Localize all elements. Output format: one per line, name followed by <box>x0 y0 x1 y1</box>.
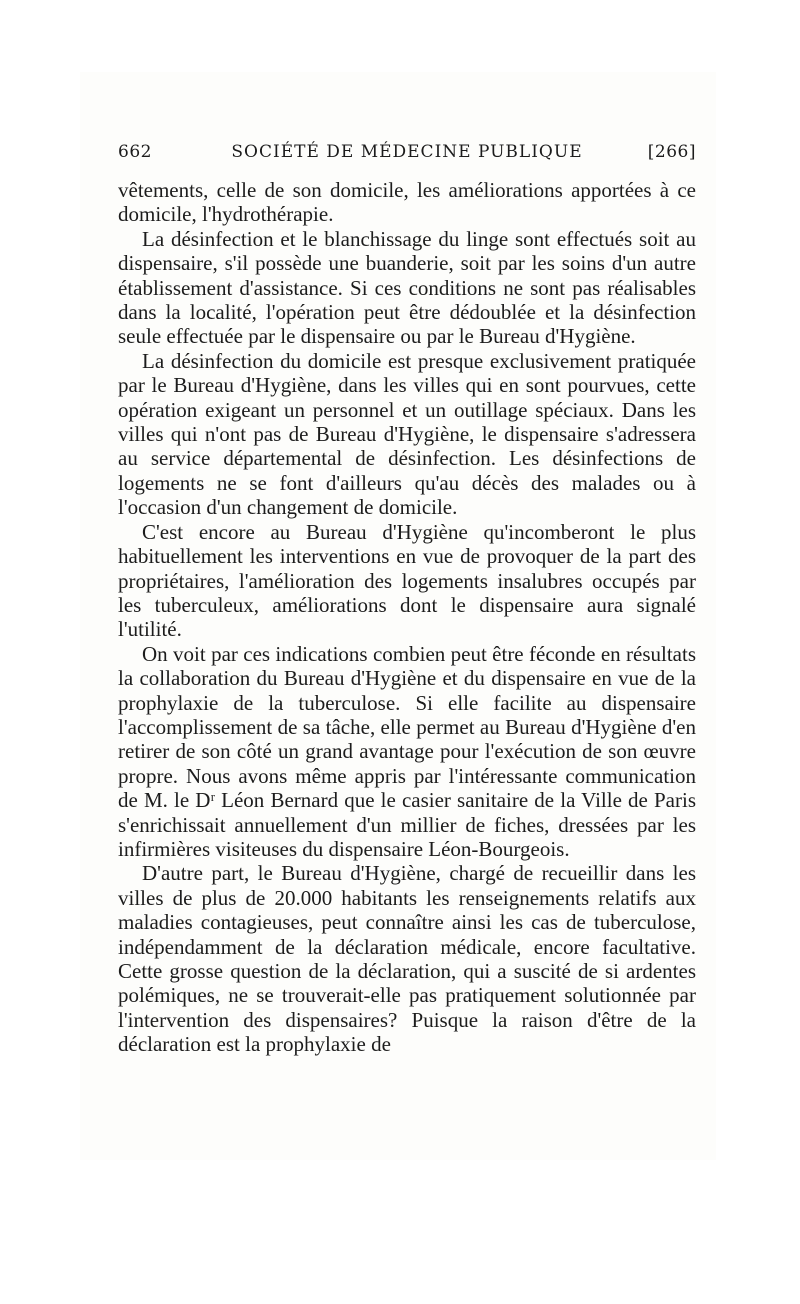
page-header <box>118 142 696 168</box>
paragraph: vêtements, celle de son domicile, les améliorations apportées à ce domicile, l'hydrothérapie. <box>118 178 696 227</box>
body-text <box>118 178 696 1057</box>
paragraph: La désinfection et le blanchissage du linge sont effectués soit au dispensaire, s'il possède une buanderie, soit par les soins d'un autre établissement d'assistance. Si ces conditions ne sont pas réalisables dans la localité, l'opération peut être dédoublée et la désinfection seule effectuée par le dispensaire ou par le Bureau d'Hygiène. <box>118 226 696 349</box>
folio-number: [266] <box>647 142 696 162</box>
paragraph: On voit par ces indications combien peut être féconde en résultats la collaboration du Bureau d'Hygiène et du dispensaire en vue de la prophylaxie de la tuberculose. Si elle facilite au dispensaire l'accomplissement de sa tâche, elle permet au Bureau d'Hygiène d'en retirer de son côté un grand avantage pour l'exécution de son œuvre propre. Nous avons même appris par l'intéressante communication de M. le Dʳ Léon Bernard que le casier sanitaire de la Ville de Paris s'enrichissait annuellement d'un millier de fiches, dressées par les infirmières visiteuses du dispensaire Léon-Bourgeois. <box>118 641 696 861</box>
paragraph: La désinfection du domicile est presque exclusivement pratiquée par le Bureau d'Hygiène, dans les villes qui en sont pourvues, cette opération exigeant un personnel et un outillage spéciaux. Dans les villes qui n'ont pas de Bureau d'Hygiène, le dispensaire s'adressera au service départemental de désinfection. Les désinfections de logements ne se font d'ailleurs qu'au décès des malades ou à l'occasion d'un changement de domicile. <box>118 348 696 520</box>
page-number: 662 <box>118 142 152 162</box>
paragraph: D'autre part, le Bureau d'Hygiène, chargé de recueillir dans les villes de plus de 20.000 habitants les renseignements relatifs aux maladies contagieuses, peut connaître ainsi les cas de tuberculose, indépendamment de la déclaration médicale, encore facultative. Cette grosse question de la déclaration, qui a suscité de si ardentes polémiques, ne se trouverait-elle pas pratiquement solutionnée par l'intervention des dispensaires? Puisque la raison d'être de la déclaration est la prophylaxie de <box>118 861 696 1057</box>
paragraph: C'est encore au Bureau d'Hygiène qu'incomberont le plus habituellement les interventions en vue de provoquer de la part des propriétaires, l'amélioration des logements insalubres occupés par les tuberculeux, améliorations dont le dispensaire aura signalé l'utilité. <box>118 519 696 642</box>
running-title: SOCIÉTÉ DE MÉDECINE PUBLIQUE <box>231 142 583 162</box>
